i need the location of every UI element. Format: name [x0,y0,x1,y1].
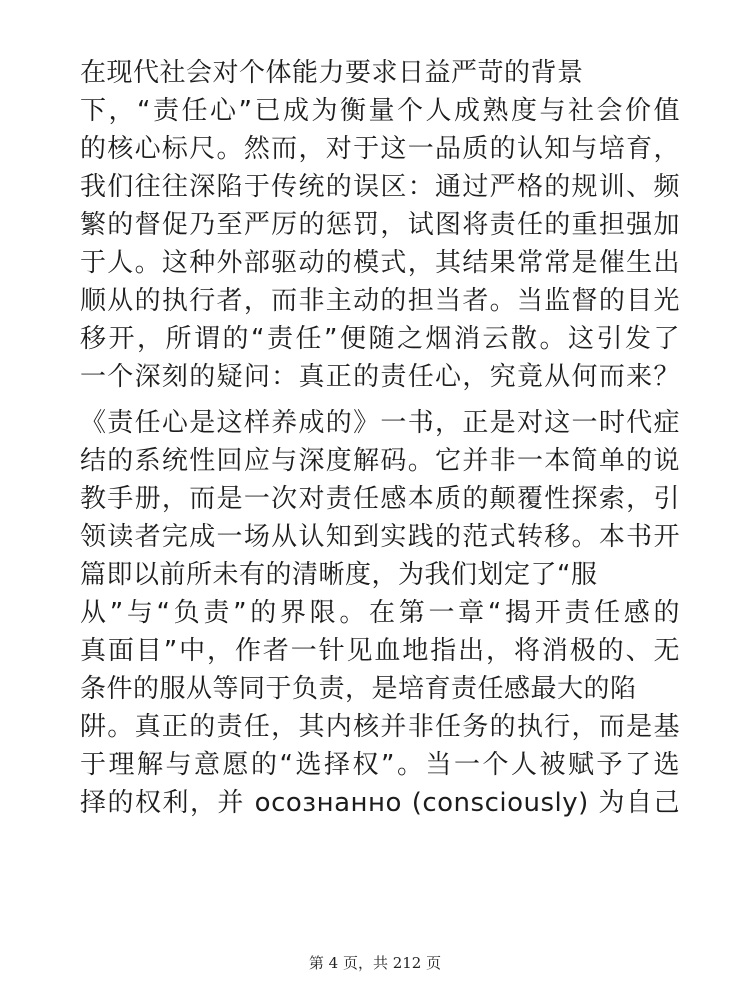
text-line: 的核心标尺。然而，对于这一品质的认知与培育， [80,134,680,164]
text-line: 我们往往深陷于传统的误区：通过严格的规训、频 [80,172,680,202]
text-line: 在现代社会对个体能力要求日益严苛的背景 [80,58,584,88]
text-line: 择的权利，并 осознанно (consciously) 为自己 [80,788,680,818]
text-line: 从”与“负责”的界限。在第一章“揭开责任感的 [80,598,680,628]
paragraph-2 [80,404,680,822]
text-line: 条件的服从等同于负责，是培育责任感最大的陷 [80,674,637,704]
text-line: 结的系统性回应与深度解码。它并非一本简单的说 [80,446,680,476]
text-line: 《责任心是这样养成的》一书，正是对这一时代症 [80,408,680,438]
text-line: 一个深刻的疑问：真正的责任心，究竟从何而来？ [80,362,680,392]
text-line: 于人。这种外部驱动的模式，其结果常常是催生出 [80,248,680,278]
text-line: 教手册，而是一次对责任感本质的颠覆性探索，引 [80,484,680,514]
text-line: 真面目”中，作者一针见血地指出，将消极的、无 [80,636,680,666]
text-line: 繁的督促乃至严厉的惩罚，试图将责任的重担强加 [80,210,680,240]
text-line: 移开，所谓的“责任”便随之烟消云散。这引发了 [80,324,680,354]
text-line: 顺从的执行者，而非主动的担当者。当监督的目光 [80,286,680,316]
text-line: 篇即以前所未有的清晰度，为我们划定了“服 [80,560,598,590]
text-line: 领读者完成一场从认知到实践的范式转移。本书开 [80,522,680,552]
page-number: 第 4 页，共 212 页 [308,954,442,972]
paragraph-1 [80,54,680,396]
text-line: 下，“责任心”已成为衡量个人成熟度与社会价值 [80,96,680,126]
text-line: 阱。真正的责任，其内核并非任务的执行，而是基 [80,712,680,742]
text-line: 于理解与意愿的“选择权”。当一个人被赋予了选 [80,750,680,780]
page-body [80,54,680,822]
